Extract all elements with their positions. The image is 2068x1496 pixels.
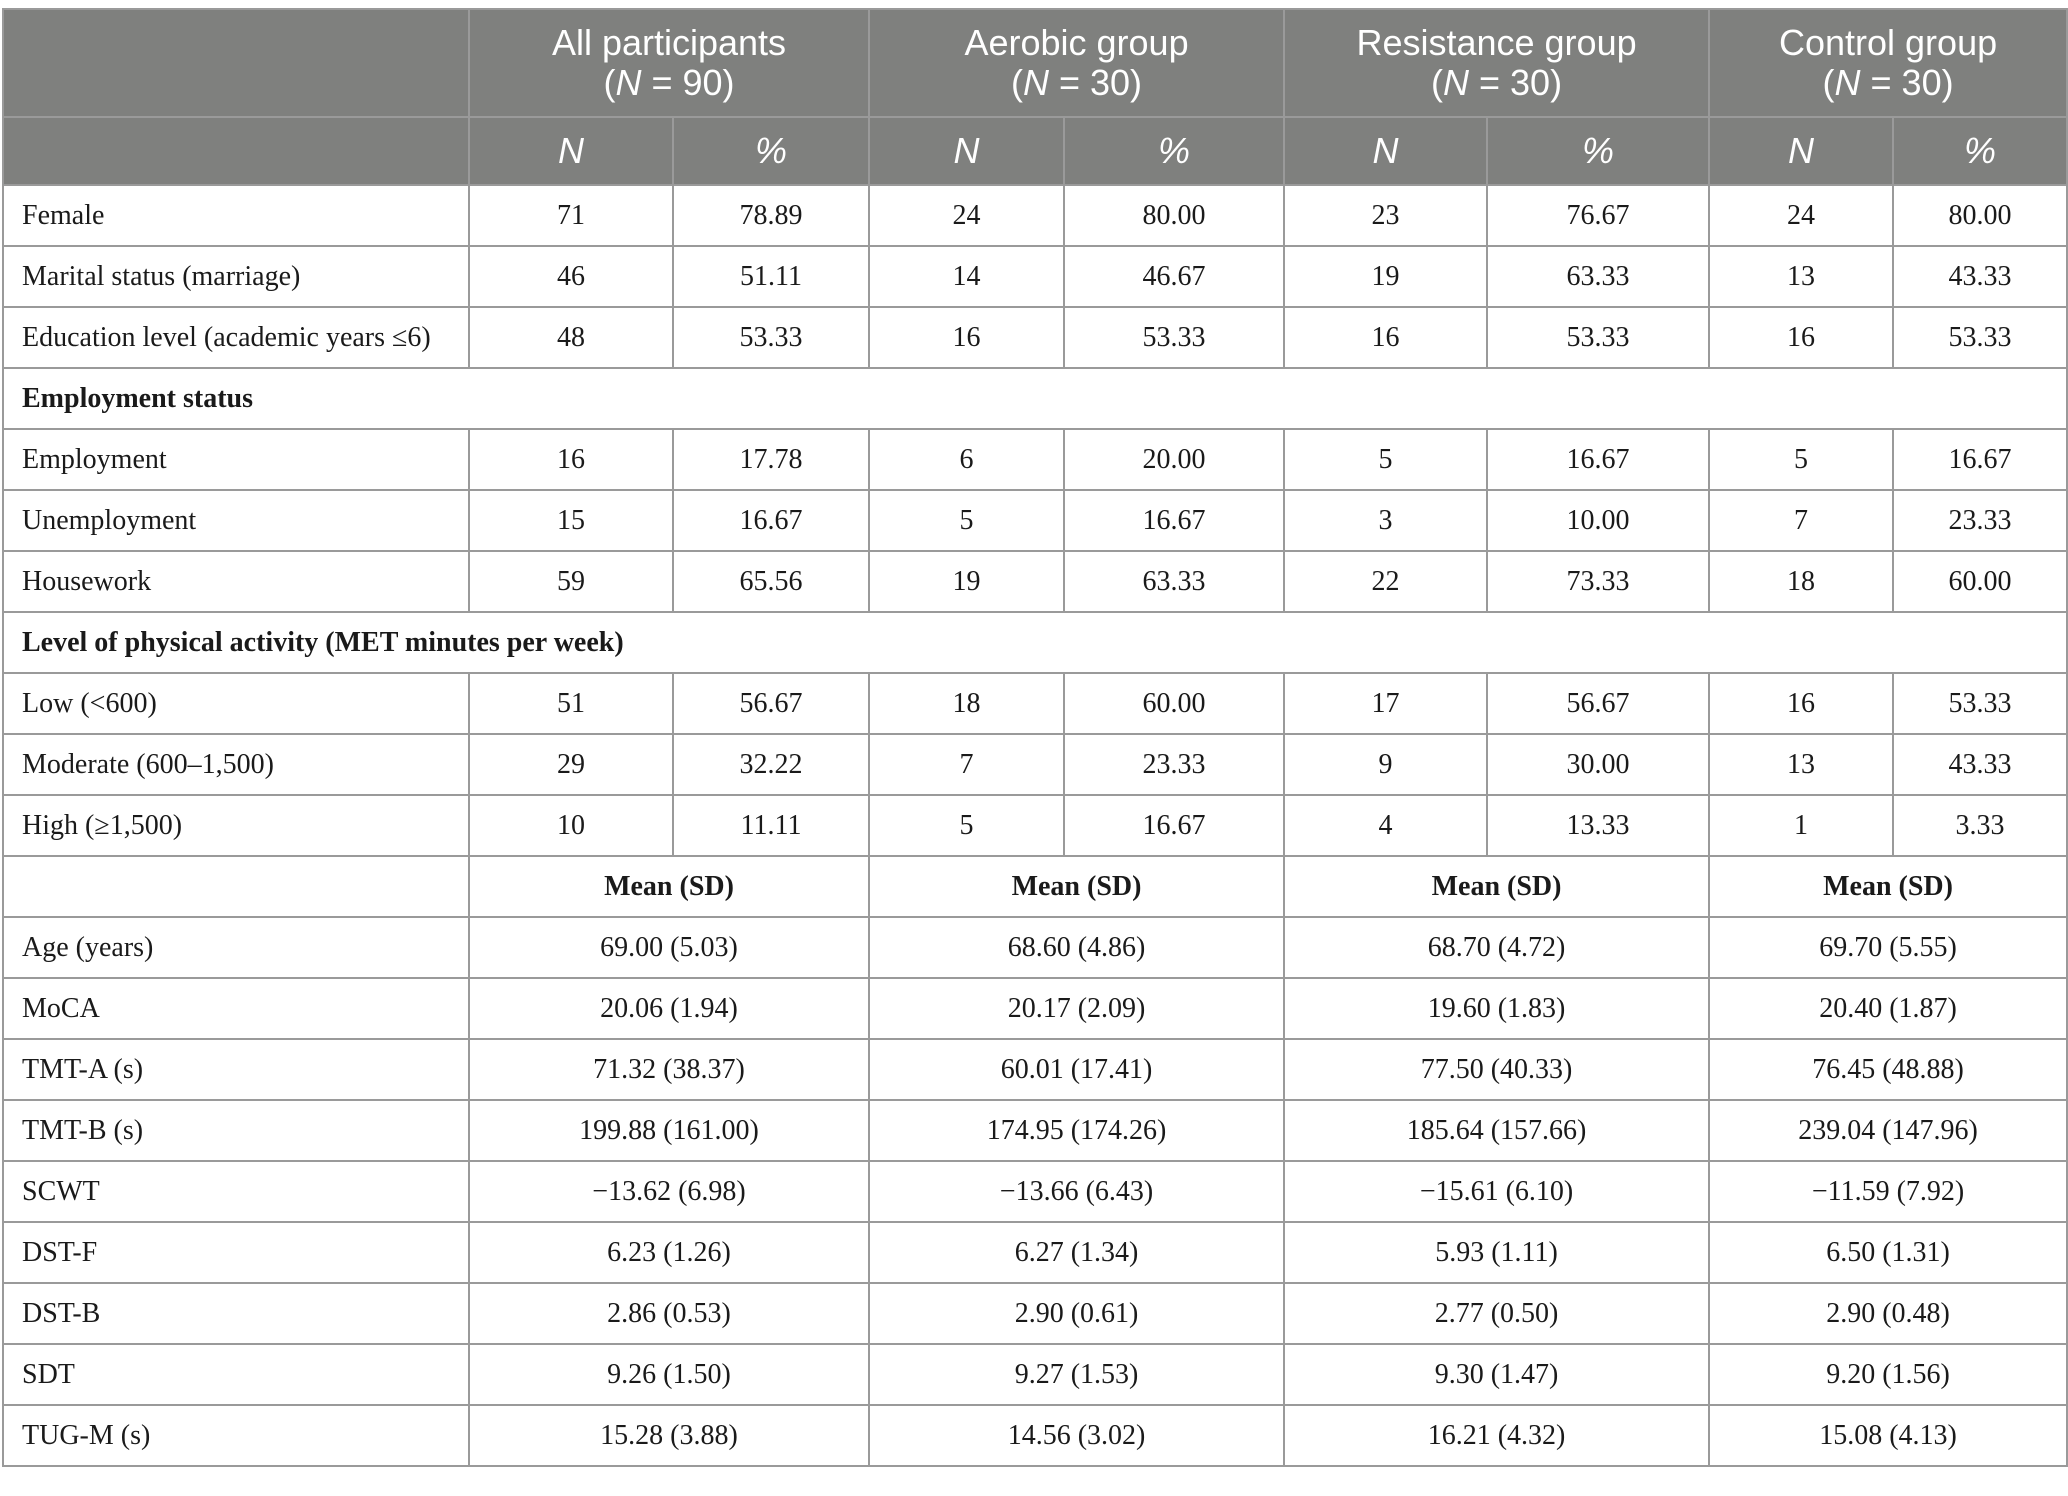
group-header-row (3, 9, 2067, 117)
table-cell: 43.33 (1893, 246, 2067, 307)
table-cell: 16 (1709, 307, 1893, 368)
table-cell: 10.00 (1487, 490, 1709, 551)
column-header-percent: % (673, 117, 869, 185)
column-header-row (3, 117, 2067, 185)
table-cell: 20.06 (1.94) (469, 978, 869, 1039)
table-cell: 16 (1709, 673, 1893, 734)
table-cell: 22 (1284, 551, 1487, 612)
table-cell: 80.00 (1893, 185, 2067, 246)
table-cell: 10 (469, 795, 673, 856)
corner-cell (3, 856, 469, 917)
table-cell: 48 (469, 307, 673, 368)
row-label: SCWT (3, 1161, 469, 1222)
section-row (3, 368, 2067, 429)
row-label: TUG-M (s) (3, 1405, 469, 1466)
table-row (3, 734, 2067, 795)
row-label: Marital status (marriage) (3, 246, 469, 307)
table-cell: 19.60 (1.83) (1284, 978, 1709, 1039)
table-cell: 13.33 (1487, 795, 1709, 856)
table-cell: 174.95 (174.26) (869, 1100, 1284, 1161)
table-cell: 60.00 (1064, 673, 1284, 734)
table-cell: 14 (869, 246, 1064, 307)
mean-sd-label: Mean (SD) (469, 856, 869, 917)
table-cell: 68.70 (4.72) (1284, 917, 1709, 978)
table-cell: 23 (1284, 185, 1487, 246)
table-cell: 16 (469, 429, 673, 490)
table-cell: 16.21 (4.32) (1284, 1405, 1709, 1466)
table-cell: 23.33 (1893, 490, 2067, 551)
table-cell: 15 (469, 490, 673, 551)
table-row (3, 673, 2067, 734)
table-cell: 16 (1284, 307, 1487, 368)
table-row (3, 1222, 2067, 1283)
column-header-percent: % (1893, 117, 2067, 185)
table-header (3, 9, 2067, 185)
column-header-n: N (869, 117, 1064, 185)
table-cell: 6.23 (1.26) (469, 1222, 869, 1283)
table-cell: 17.78 (673, 429, 869, 490)
row-label: Education level (academic years ≤6) (3, 307, 469, 368)
table-cell: 3 (1284, 490, 1487, 551)
table-cell: 5 (1284, 429, 1487, 490)
table-row (3, 490, 2067, 551)
table-cell: 7 (869, 734, 1064, 795)
table-cell: 13 (1709, 734, 1893, 795)
row-label: DST-F (3, 1222, 469, 1283)
table-row (3, 307, 2067, 368)
table-row (3, 1344, 2067, 1405)
table-cell: 16.67 (1893, 429, 2067, 490)
table-cell: 56.67 (1487, 673, 1709, 734)
column-header-percent: % (1064, 117, 1284, 185)
table-cell: 30.00 (1487, 734, 1709, 795)
section-heading: Employment status (3, 368, 2067, 429)
table-cell: 2.90 (0.48) (1709, 1283, 2067, 1344)
table-cell: 1 (1709, 795, 1893, 856)
mean-sd-label: Mean (SD) (1284, 856, 1709, 917)
table-body (3, 185, 2067, 1466)
mean-sd-label: Mean (SD) (1709, 856, 2067, 917)
table-cell: 14.56 (3.02) (869, 1405, 1284, 1466)
table-cell: 2.90 (0.61) (869, 1283, 1284, 1344)
mean-sd-subheader-row (3, 856, 2067, 917)
table-row (3, 246, 2067, 307)
table-cell: 60.01 (17.41) (869, 1039, 1284, 1100)
table-cell: 63.33 (1487, 246, 1709, 307)
table-cell: 43.33 (1893, 734, 2067, 795)
column-header-n: N (1709, 117, 1893, 185)
table-cell: 16 (869, 307, 1064, 368)
table-cell: 9.26 (1.50) (469, 1344, 869, 1405)
table-cell: 13 (1709, 246, 1893, 307)
table-row (3, 551, 2067, 612)
table-cell: 15.28 (3.88) (469, 1405, 869, 1466)
table-cell: 77.50 (40.33) (1284, 1039, 1709, 1100)
table-cell: 239.04 (147.96) (1709, 1100, 2067, 1161)
table-cell: 68.60 (4.86) (869, 917, 1284, 978)
section-heading: Level of physical activity (MET minutes per week) (3, 612, 2067, 673)
table-cell: 6.27 (1.34) (869, 1222, 1284, 1283)
table-cell: 53.33 (1893, 673, 2067, 734)
table-row (3, 1039, 2067, 1100)
table-cell: 65.56 (673, 551, 869, 612)
table-cell: 199.88 (161.00) (469, 1100, 869, 1161)
row-label: Unemployment (3, 490, 469, 551)
group-header: Resistance group (N = 30) (1284, 9, 1709, 117)
table-cell: 16.67 (1064, 795, 1284, 856)
table-cell: 46 (469, 246, 673, 307)
table-cell: 6 (869, 429, 1064, 490)
table-row (3, 978, 2067, 1039)
table-row (3, 1283, 2067, 1344)
group-header: All participants (N = 90) (469, 9, 869, 117)
table-cell: 29 (469, 734, 673, 795)
mean-sd-label: Mean (SD) (869, 856, 1284, 917)
group-header: Control group (N = 30) (1709, 9, 2067, 117)
column-header-n: N (469, 117, 673, 185)
table-cell: 73.33 (1487, 551, 1709, 612)
table-cell: 18 (869, 673, 1064, 734)
column-header-n: N (1284, 117, 1487, 185)
table-cell: 2.77 (0.50) (1284, 1283, 1709, 1344)
corner-cell (3, 9, 469, 117)
table-cell: 5.93 (1.11) (1284, 1222, 1709, 1283)
row-label: Female (3, 185, 469, 246)
table-cell: 53.33 (1893, 307, 2067, 368)
row-label: MoCA (3, 978, 469, 1039)
column-header-percent: % (1487, 117, 1709, 185)
table-cell: 60.00 (1893, 551, 2067, 612)
table-cell: 16.67 (1487, 429, 1709, 490)
table-cell: 9.20 (1.56) (1709, 1344, 2067, 1405)
table-cell: 80.00 (1064, 185, 1284, 246)
table-cell: 53.33 (1487, 307, 1709, 368)
section-row (3, 612, 2067, 673)
table-cell: 76.45 (48.88) (1709, 1039, 2067, 1100)
table-cell: 11.11 (673, 795, 869, 856)
table-cell: −13.62 (6.98) (469, 1161, 869, 1222)
table-cell: 7 (1709, 490, 1893, 551)
row-label: Employment (3, 429, 469, 490)
row-label: Housework (3, 551, 469, 612)
row-label: DST-B (3, 1283, 469, 1344)
table-cell: 9.27 (1.53) (869, 1344, 1284, 1405)
table-cell: 2.86 (0.53) (469, 1283, 869, 1344)
table-cell: 63.33 (1064, 551, 1284, 612)
table-cell: 5 (1709, 429, 1893, 490)
table-row (3, 185, 2067, 246)
table-cell: −15.61 (6.10) (1284, 1161, 1709, 1222)
table-row (3, 1161, 2067, 1222)
table-cell: 53.33 (673, 307, 869, 368)
table-row (3, 795, 2067, 856)
row-label: TMT-A (s) (3, 1039, 469, 1100)
group-header: Aerobic group (N = 30) (869, 9, 1284, 117)
table-cell: 18 (1709, 551, 1893, 612)
table-cell: 24 (869, 185, 1064, 246)
table-cell: 185.64 (157.66) (1284, 1100, 1709, 1161)
table-cell: 76.67 (1487, 185, 1709, 246)
row-label: Moderate (600–1,500) (3, 734, 469, 795)
row-label: Age (years) (3, 917, 469, 978)
row-label: High (≥1,500) (3, 795, 469, 856)
table-cell: 51 (469, 673, 673, 734)
table-cell: 5 (869, 795, 1064, 856)
table-cell: 20.00 (1064, 429, 1284, 490)
table-cell: 3.33 (1893, 795, 2067, 856)
table-cell: 32.22 (673, 734, 869, 795)
table-cell: 24 (1709, 185, 1893, 246)
table-cell: 15.08 (4.13) (1709, 1405, 2067, 1466)
table-cell: 56.67 (673, 673, 869, 734)
table-row (3, 1100, 2067, 1161)
table-cell: 4 (1284, 795, 1487, 856)
table-cell: 5 (869, 490, 1064, 551)
table-cell: 46.67 (1064, 246, 1284, 307)
row-label: SDT (3, 1344, 469, 1405)
table-cell: 16.67 (673, 490, 869, 551)
table-cell: 6.50 (1.31) (1709, 1222, 2067, 1283)
table-cell: −11.59 (7.92) (1709, 1161, 2067, 1222)
table-row (3, 1405, 2067, 1466)
table-cell: 71 (469, 185, 673, 246)
table-cell: 59 (469, 551, 673, 612)
table-cell: 16.67 (1064, 490, 1284, 551)
table-cell: 9 (1284, 734, 1487, 795)
table-row (3, 917, 2067, 978)
table-cell: 23.33 (1064, 734, 1284, 795)
table-cell: −13.66 (6.43) (869, 1161, 1284, 1222)
corner-cell (3, 117, 469, 185)
table-cell: 19 (869, 551, 1064, 612)
table-cell: 78.89 (673, 185, 869, 246)
baseline-characteristics-table (2, 8, 2068, 1467)
table-cell: 20.40 (1.87) (1709, 978, 2067, 1039)
table-cell: 53.33 (1064, 307, 1284, 368)
table-cell: 9.30 (1.47) (1284, 1344, 1709, 1405)
table-cell: 69.70 (5.55) (1709, 917, 2067, 978)
table-cell: 19 (1284, 246, 1487, 307)
table-cell: 17 (1284, 673, 1487, 734)
table-row (3, 429, 2067, 490)
row-label: TMT-B (s) (3, 1100, 469, 1161)
table-cell: 71.32 (38.37) (469, 1039, 869, 1100)
table-cell: 51.11 (673, 246, 869, 307)
table-cell: 20.17 (2.09) (869, 978, 1284, 1039)
row-label: Low (<600) (3, 673, 469, 734)
table-cell: 69.00 (5.03) (469, 917, 869, 978)
